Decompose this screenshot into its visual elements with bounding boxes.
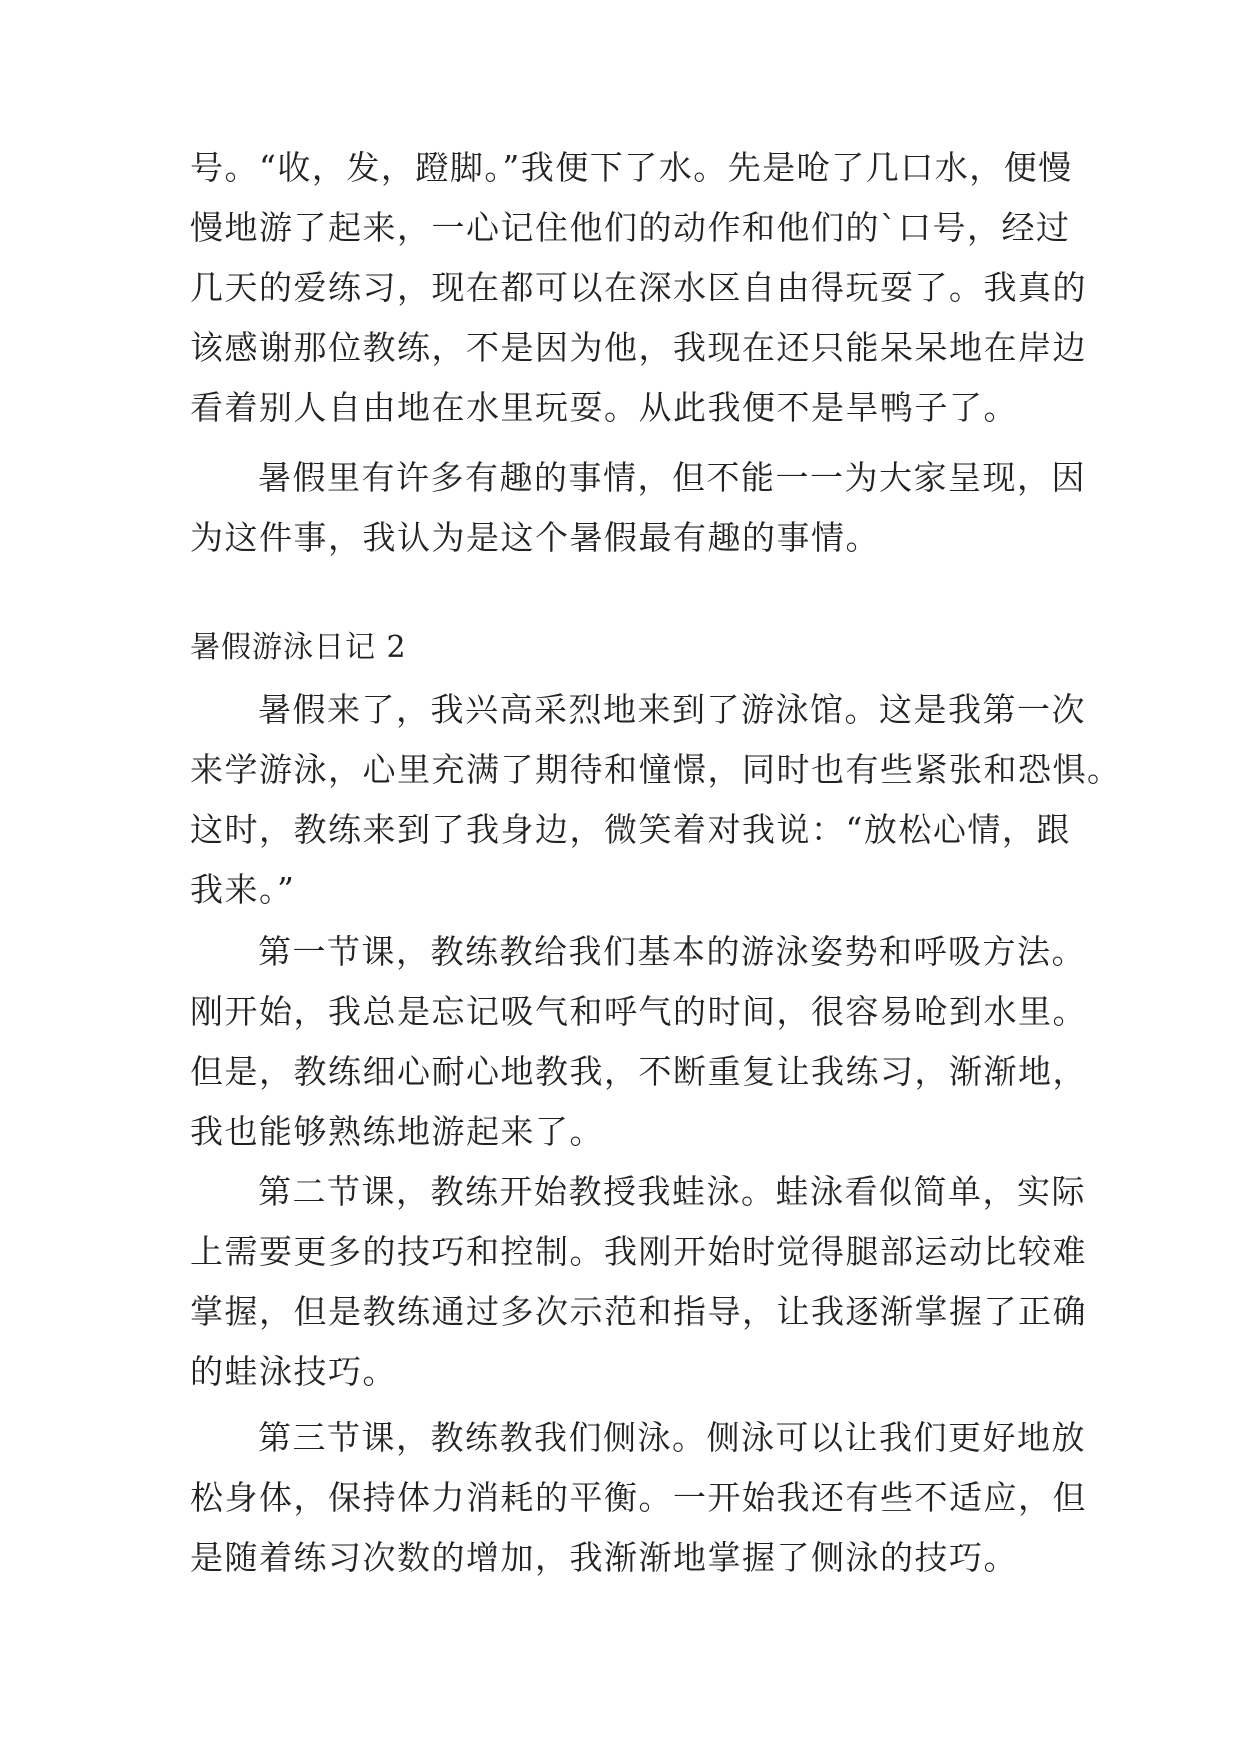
text-line: 但是，教练细心耐心地教我，不断重复让我练习，渐渐地，	[190, 1052, 1087, 1091]
section-title: 暑假游泳日记 2	[190, 630, 407, 665]
text-line: 我也能够熟练地游起来了。	[190, 1112, 604, 1151]
text-line: 松身体，保持体力消耗的平衡。一开始我还有些不适应，但	[190, 1478, 1087, 1517]
text-line: 的蛙泳技巧。	[190, 1352, 397, 1391]
text-line: 来学游泳，心里充满了期待和憧憬，同时也有些紧张和恐惧。	[190, 750, 1122, 789]
text-line: 第一节课，教练教给我们基本的游泳姿势和呼吸方法。	[258, 932, 1086, 971]
text-line: 上需要更多的技巧和控制。我刚开始时觉得腿部运动比较难	[190, 1232, 1087, 1271]
text-line: 暑假来了，我兴高采烈地来到了游泳馆。这是我第一次	[258, 690, 1086, 729]
text-line: 我来。”	[190, 870, 296, 909]
text-line: 掌握，但是教练通过多次示范和指导，让我逐渐掌握了正确	[190, 1292, 1087, 1331]
text-line: 第二节课，教练开始教授我蛙泳。蛙泳看似简单，实际	[258, 1172, 1086, 1211]
text-line: 是随着练习次数的增加，我渐渐地掌握了侧泳的技巧。	[190, 1538, 1018, 1577]
text-line: 几天的爱练习，现在都可以在深水区自由得玩耍了。我真的	[190, 268, 1087, 307]
text-line: 慢地游了起来，一心记住他们的动作和他们的`口号，经过	[190, 208, 1071, 247]
text-line: 该感谢那位教练，不是因为他，我现在还只能呆呆地在岸边	[190, 328, 1087, 367]
text-line: 暑假里有许多有趣的事情，但不能一一为大家呈现，因	[258, 458, 1086, 497]
text-line: 看着别人自由地在水里玩耍。从此我便不是旱鸭子了。	[190, 388, 1018, 427]
text-line: 为这件事，我认为是这个暑假最有趣的事情。	[190, 518, 880, 557]
text-line: 这时，教练来到了我身边，微笑着对我说：“放松心情，跟	[190, 810, 1071, 849]
text-line: 号。“收，发，蹬脚。”我便下了水。先是呛了几口水，便慢	[190, 148, 1073, 187]
text-line: 第三节课，教练教我们侧泳。侧泳可以让我们更好地放	[258, 1418, 1086, 1457]
text-line: 刚开始，我总是忘记吸气和呼气的时间，很容易呛到水里。	[190, 992, 1087, 1031]
